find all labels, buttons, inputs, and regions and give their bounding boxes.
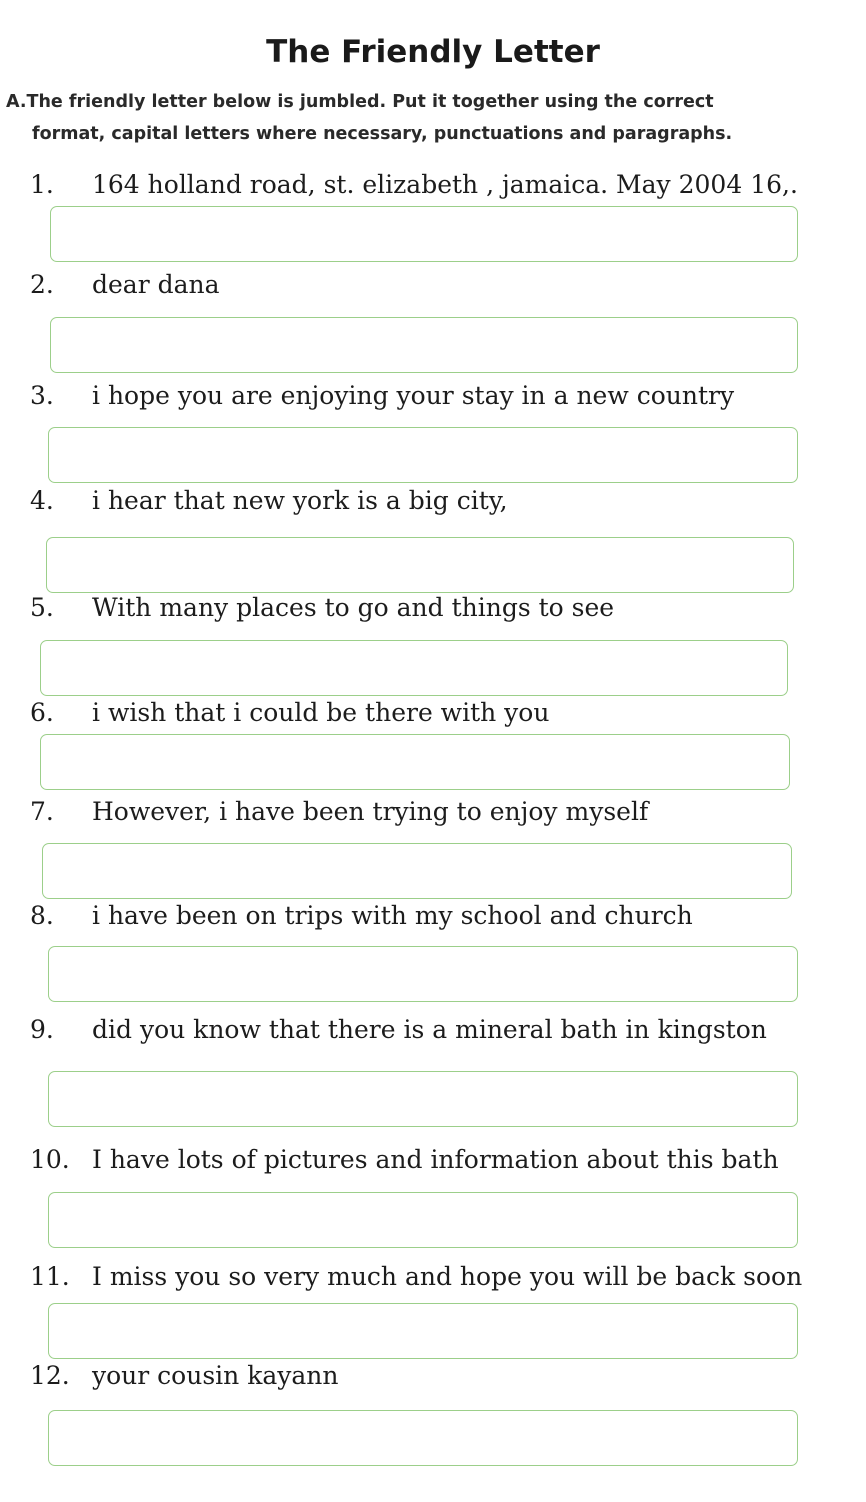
list-item: [30, 1262, 820, 1291]
item-number: 10.: [30, 1145, 70, 1174]
answer-box[interactable]: [50, 206, 798, 262]
item-number: 7.: [30, 797, 54, 826]
list-item: [30, 1145, 820, 1174]
instructions: [6, 86, 856, 150]
item-number: 8.: [30, 901, 54, 930]
item-number: 1.: [30, 170, 54, 199]
section-label: A.: [6, 92, 27, 112]
answer-box[interactable]: [48, 1192, 798, 1248]
answer-box[interactable]: [42, 843, 792, 899]
item-number: 11.: [30, 1262, 70, 1291]
list-item: [30, 486, 820, 515]
item-number: 4.: [30, 486, 54, 515]
list-item: [30, 593, 820, 622]
item-text: did you know that there is a mineral bath in kingston: [92, 1015, 767, 1044]
list-item: [30, 1361, 820, 1390]
instructions-line-1: [6, 86, 856, 118]
item-text: 164 holland road, st. elizabeth , jamaica. May 2004 16,.: [92, 170, 798, 199]
item-number: 3.: [30, 381, 54, 410]
item-text: i hope you are enjoying your stay in a new country: [92, 381, 735, 410]
item-text: With many places to go and things to see: [92, 593, 615, 622]
item-text: i have been on trips with my school and church: [92, 901, 693, 930]
worksheet-title: The Friendly Letter: [266, 34, 600, 70]
item-text: However, i have been trying to enjoy myself: [92, 797, 649, 826]
item-number: 5.: [30, 593, 54, 622]
item-text: i wish that i could be there with you: [92, 698, 550, 727]
list-item: [30, 1015, 820, 1044]
list-item: [30, 901, 820, 930]
item-text: I have lots of pictures and information about this bath: [92, 1145, 779, 1174]
list-item: [30, 170, 820, 199]
instructions-text-1: The friendly letter below is jumbled. Put it together using the correct: [26, 92, 714, 112]
answer-box[interactable]: [40, 734, 790, 790]
item-text: dear dana: [92, 270, 220, 299]
item-text: i hear that new york is a big city,: [92, 486, 508, 515]
item-number: 6.: [30, 698, 54, 727]
instructions-line-2: format, capital letters where necessary, punctuations and paragraphs.: [32, 124, 733, 144]
list-item: [30, 797, 820, 826]
list-item: [30, 270, 820, 299]
list-item: [30, 698, 820, 727]
item-text: your cousin kayann: [92, 1361, 339, 1390]
answer-box[interactable]: [50, 317, 798, 373]
answer-box[interactable]: [46, 537, 794, 593]
answer-box[interactable]: [48, 427, 798, 483]
answer-box[interactable]: [48, 1303, 798, 1359]
item-text: I miss you so very much and hope you will be back soon: [92, 1262, 803, 1291]
item-number: 12.: [30, 1361, 70, 1390]
item-number: 9.: [30, 1015, 54, 1044]
item-number: 2.: [30, 270, 54, 299]
answer-box[interactable]: [48, 1410, 798, 1466]
answer-box[interactable]: [40, 640, 788, 696]
answer-box[interactable]: [48, 946, 798, 1002]
answer-box[interactable]: [48, 1071, 798, 1127]
list-item: [30, 381, 820, 410]
